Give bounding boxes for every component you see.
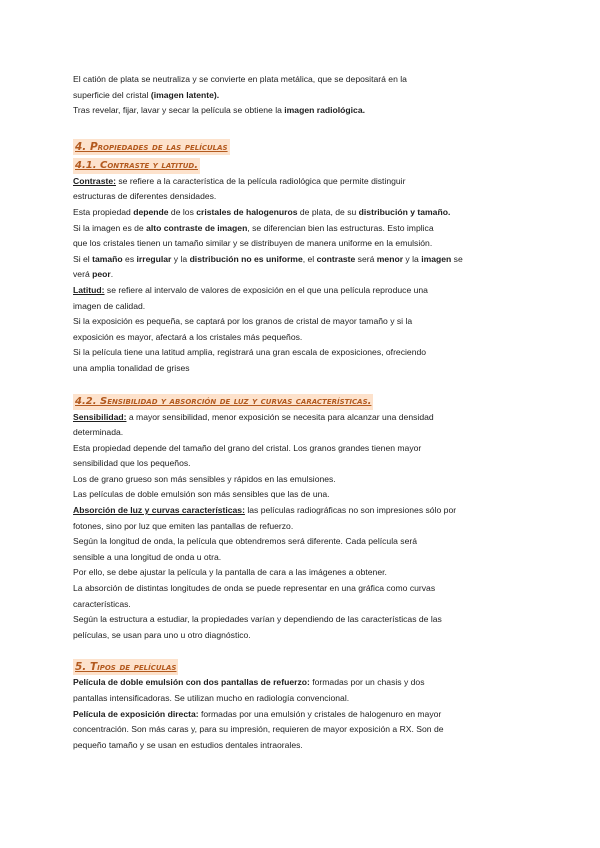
- exposicion-directa-label: Película de exposición directa:: [73, 708, 199, 719]
- document-body: El catión de plata se neutraliza y se convierte en plata metálica, que se depositará en la superficie del cristal (imagen latente). Tras revelar, fijar, lavar y secar la película se obtiene la imagen radiológica. 4. Propiedades de las películas 4.1. Contraste y latitud. Contraste: se refiere a la característica de la película radiológica que permite distinguir estructuras de diferentes densidades. Esta propiedad depende de los cristales de halogenuros de plata, de su distribución y tamaño. Si la imagen es de alto contraste de imagen, se diferencian bien las estructuras. Esto implica que los cristales tienen un tamaño similar y se distribuyen de manera uniforme en la emulsión. Si el tamaño es irregular y la distribución no es uniforme, el contraste será menor y la imagen se verá peor. Latitud: se refiere al intervalo de valores de exposición en el que una película reproduce una imagen de calidad. Si la exposición es pequeña, se captará por los granos de cristal de mayor tamaño y si la exposición es mayor, afectará a los cristales más pequeños. Si la película tiene una latitud amplia, registrará una gran escala de exposiciones, ofreciendo una amplia tonalidad de grises 4.2. Sensibilidad y absorción de luz y curvas características. Sensibilidad: a mayor sensibilidad, menor exposición se necesita para alcanzar una densidad determinada. Esta propiedad depende del tamaño del grano del cristal. Los granos grandes tienen mayor sensibilidad que los pequeños. Los de grano grueso son más sensibles y rápidos en las emulsiones. Las películas de doble emulsión son más sensibles que las de una. Absorción de luz y curvas características: las películas radiográficas no son impresiones sólo por fotones, sino por luz que emiten las pantallas de refuerzo. Según la longitud de onda, la película que obtendremos será diferente. Cada película será sensible a una longitud de onda u otra. Por ello, se debe ajustar la película y la pantalla de cara a las imágenes a obtener. La absorción de distintas longitudes de onda se puede representar en una gráfica como curvas características. Según la estructura a estudiar, la propiedades varían y dependiendo de las características de las películas, se usan para uno u otro diagnóstico. 5. Tipos de películas Película de doble emulsión con dos pantallas de refuerzo: formadas por un chasis y dos pantallas intensificadoras. Se utilizan mucho en radiología convencional. Película de exposición directa: formadas por una emulsión y cristales de halogenuro en mayor concentración. Son más caras y, para su impresión, requieren de mayor exposición a RX. Son de pequeño tamaño y se usan en estudios dentales intraorales.: [73, 72, 533, 753]
- section-4-2-heading: 4.2. Sensibilidad y absorción de luz y curvas características.: [73, 394, 373, 410]
- intro-line-3: Tras revelar, fijar, lavar y secar la película se obtiene la imagen radiológica.: [73, 105, 365, 116]
- contraste-label: Contraste:: [73, 175, 116, 186]
- sensibilidad-paragraph: Sensibilidad: a mayor sensibilidad, menor exposición se necesita para alcanzar una densidad: [73, 411, 434, 422]
- section-5-heading: 5. Tipos de películas: [75, 661, 177, 674]
- radiological-image-term: imagen radiológica.: [284, 105, 365, 116]
- absorcion-paragraph: Absorción de luz y curvas características: las películas radiográficas no son impresiones sólo por: [73, 505, 457, 516]
- intro-line-1: El catión de plata se neutraliza y se convierte en plata metálica, que se depositará en la: [73, 74, 407, 84]
- doble-emulsion-label: Película de doble emulsión con dos pantallas de refuerzo:: [73, 677, 310, 688]
- intro-line-2: superficie del cristal (imagen latente).: [73, 89, 220, 100]
- section-4-1-heading: 4.1. Contraste y latitud.: [73, 158, 200, 174]
- contraste-paragraph: Contraste: se refiere a la característica de la película radiológica que permite distinguir: [73, 175, 406, 186]
- absorcion-label: Absorción de luz y curvas características:: [73, 505, 245, 516]
- latent-image-term: (imagen latente).: [150, 89, 220, 100]
- doble-emulsion-paragraph: Película de doble emulsión con dos pantallas de refuerzo: formadas por un chasis y dos: [73, 677, 425, 688]
- sensibilidad-label: Sensibilidad:: [73, 411, 127, 422]
- latitud-label: Latitud:: [73, 284, 105, 295]
- section-4-heading: 4. Propiedades de las películas: [75, 140, 228, 153]
- latitud-paragraph: Latitud: se refiere al intervalo de valores de exposición en el que una película reproduce una: [73, 284, 428, 295]
- exposicion-directa-paragraph: Película de exposición directa: formadas por una emulsión y cristales de halogenuro en mayor: [73, 708, 442, 719]
